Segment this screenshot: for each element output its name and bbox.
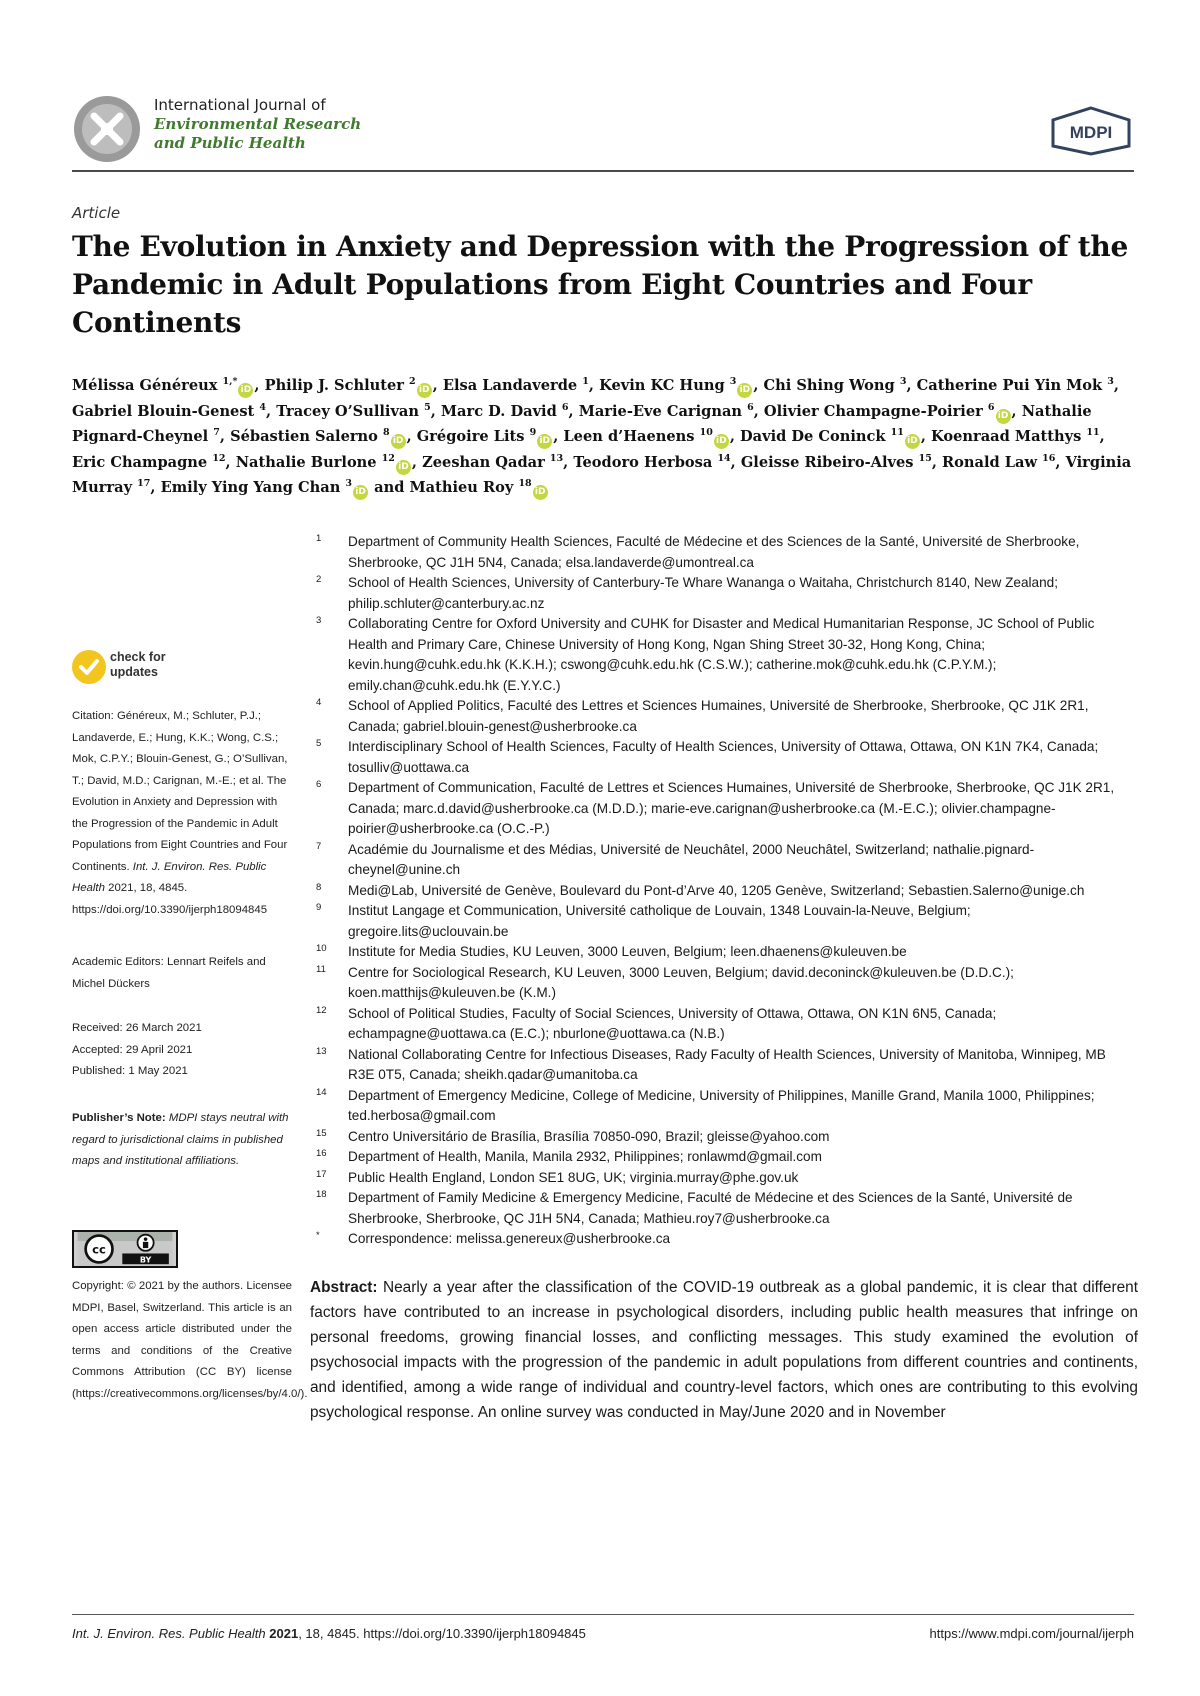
author-name: Olivier Champagne-Poirier (763, 402, 983, 420)
affiliation-text: Centro Universitário de Brasília, Brasília 70850-090, Brazil; gleisse@yahoo.com (348, 1128, 830, 1144)
author-name: Tracey O’Sullivan (276, 402, 419, 420)
orcid-icon[interactable]: iD (996, 409, 1011, 424)
affiliation-number: 2 (316, 574, 322, 585)
article-type: Article (72, 204, 121, 222)
author-item (265, 377, 433, 394)
affiliation-number: 15 (316, 1127, 327, 1139)
affiliation-number: 18 (316, 1189, 327, 1200)
affiliation-number: 7 (316, 840, 322, 852)
abstract-label: Abstract: (310, 1279, 378, 1296)
check-for-updates-badge[interactable] (72, 648, 192, 688)
author-name: Nathalie Pignard-Cheynel (72, 402, 1092, 445)
article-title: The Evolution in Anxiety and Depression with the Progression of the Pandemic in Adult Populations from Eight Countries and Four Continents (72, 230, 1129, 339)
author-affiliation-mark: 3 (899, 376, 907, 387)
author-affiliation-mark: 5 (424, 401, 431, 413)
author-item (417, 428, 553, 445)
check-updates-line1: check for (110, 650, 166, 664)
author-item (579, 403, 754, 420)
academic-editors: Academic Editors: Lennart Reifels and Michel Dückers (72, 956, 266, 990)
author-affiliation-mark: 14 (717, 452, 731, 464)
affiliation-item (310, 901, 1140, 942)
affiliation-number: * (316, 1230, 320, 1241)
journal-name-line3: and Public Health (154, 134, 306, 152)
author-item (563, 428, 729, 445)
citation-journal: Int. J. Environ. Res. Public Health (72, 860, 267, 894)
author-name: Kevin KC Hung (599, 377, 725, 394)
check-updates-icon (72, 650, 106, 684)
author-affiliation-mark: 17 (137, 478, 151, 489)
author-name: Zeeshan Qadar (422, 453, 545, 471)
affiliation-number: 17 (316, 1168, 327, 1180)
abstract-text: Nearly a year after the classification of the COVID-19 outbreak as a global pandemic, it is clear that different factors have contributed to an increase in psychological disorders, including public health measures that infringe on personal freedoms, growing financial losses, and conflicting messages. This study examined the evolution of psychosocial impacts with the progression of the pandemic in adult populations from different countries and continents, and identified, among a wide range of individual and country-level factors, which ones are contributing to this evolving psychological response. An online survey was conducted in May/June 2020 and in November (310, 1279, 1138, 1421)
affiliation-item (310, 532, 1140, 573)
author-name: Elsa Landaverde (442, 377, 578, 394)
affiliation-item (310, 840, 1140, 881)
author-affiliation-mark: 6 (561, 401, 569, 413)
author-affiliation-mark: 18 (518, 478, 532, 489)
author-item (942, 454, 1055, 471)
affiliation-text: Department of Emergency Medicine, College of Medicine, University of Philippines, Manille Grand, Manila 1000, Philippines; ted.herbosa@gmail.com (348, 1087, 1095, 1123)
author-item (276, 403, 431, 420)
author-affiliation-mark: 6 (747, 401, 754, 413)
affiliation-item (310, 942, 1140, 963)
journal-logo-icon (72, 92, 142, 166)
affiliation-item (310, 1168, 1140, 1189)
affiliation-item (310, 778, 1140, 840)
affiliation-number: 12 (316, 1004, 327, 1016)
affiliation-text: Institute for Media Studies, KU Leuven, 3000 Leuven, Belgium; leen.dhaenens@kuleuven.be (348, 944, 907, 959)
author-affiliation-mark: 3 (729, 376, 737, 387)
author-item (72, 377, 254, 394)
affiliation-text: Interdisciplinary School of Health Sciences, Faculty of Health Sciences, University of Ottawa, Ottawa, ON K1N 7K4, Canada; tosulliv@uottawa.ca (348, 739, 1099, 775)
affiliation-item (310, 1229, 1140, 1250)
author-item (764, 377, 907, 394)
affiliation-text: Correspondence: melissa.genereux@usherbrooke.ca (348, 1231, 671, 1246)
journal-name-line1: International Journal of (154, 96, 326, 114)
author-item (573, 454, 730, 471)
mdpi-logo-icon (1050, 106, 1132, 156)
author-name: Eric Champagne (72, 453, 208, 471)
affiliation-item (310, 573, 1140, 614)
orcid-icon[interactable]: iD (353, 485, 368, 500)
author-name: Koenraad Matthys (931, 428, 1082, 445)
author-item (740, 428, 921, 445)
copyright-notice: Copyright: © 2021 by the authors. Licensee MDPI, Basel, Switzerland. This article is an open access article distributed under the terms and conditions of the Creative Commons Attribution (CC BY) license (https://creativecommons.org/licenses/by/4.0/). (72, 1280, 308, 1400)
affiliation-item (310, 737, 1140, 778)
received-date: Received: 26 March 2021 (72, 1022, 202, 1034)
orcid-icon[interactable]: iD (537, 434, 552, 449)
author-joiner: and (374, 479, 405, 496)
published-date: Published: 1 May 2021 (72, 1065, 188, 1077)
author-name: Teodoro Herbosa (573, 453, 713, 471)
author-affiliation-mark: 11 (890, 427, 904, 438)
author-item (161, 479, 369, 496)
cc-text: cc (92, 1242, 106, 1257)
citation-block (72, 706, 292, 921)
affiliation-text: Centre for Sociological Research, KU Leuven, 3000 Leuven, Belgium; david.deconinck@kuleuven.be (D.D.C.); koen.matthijs@kuleuven.be (K.M.) (348, 964, 1014, 1000)
publisher-note-label: Publisher’s Note: (72, 1112, 166, 1124)
author-affiliation-mark: 16 (1042, 452, 1056, 464)
affiliation-item (310, 1147, 1140, 1168)
footer-rest[interactable]: , 18, 4845. https://doi.org/10.3390/ijerph18094845 (298, 1626, 586, 1641)
author-affiliation-mark: 9 (529, 427, 537, 438)
author-affiliation-mark: 1 (582, 376, 589, 387)
author-name: Catherine Pui Yin Mok (916, 377, 1103, 394)
affiliation-number: 14 (316, 1086, 327, 1098)
author-name: Nathalie Burlone (235, 453, 377, 471)
affiliation-number: 1 (316, 533, 322, 544)
orcid-icon[interactable]: iD (533, 485, 548, 500)
affiliation-number: 9 (316, 902, 322, 913)
journal-name-line2: Environmental Research (154, 115, 362, 133)
affiliation-number: 10 (316, 943, 327, 954)
author-item (441, 403, 569, 420)
footer-citation (72, 1626, 586, 1641)
author-affiliation-mark: 3 (1107, 376, 1114, 387)
author-name: Leen d’Haenens (563, 428, 695, 445)
author-name: Gabriel Blouin-Genest (72, 402, 255, 420)
orcid-icon[interactable]: iD (737, 383, 752, 398)
affiliation-number: 8 (316, 881, 322, 893)
affiliation-item (310, 614, 1140, 696)
header-rule (72, 170, 1134, 172)
orcid-icon[interactable]: iD (905, 434, 920, 449)
affiliation-text: Medi@Lab, Université de Genève, Boulevard du Pont-d’Arve 40, 1205 Genève, Switzerland; Sebastien.Salerno@unige.ch (348, 882, 1085, 898)
author-name: Marie-Eve Carignan (578, 402, 743, 420)
abstract (310, 1275, 1138, 1425)
affiliation-text: School of Health Sciences, University of Canterbury-Te Whare Wananga o Waitaha, Christchurch 8140, New Zealand; philip.schluter@canterbury.ac.nz (348, 575, 1058, 611)
publisher-note (72, 1108, 292, 1173)
author-item (410, 479, 549, 496)
author-item (931, 428, 1100, 445)
affiliation-number: 16 (316, 1148, 327, 1159)
affiliation-list (310, 532, 1140, 1250)
citation-prefix: Citation: Généreux, M.; Schluter, P.J.; Landaverde, E.; Hung, K.K.; Wong, C.S.; Mok, C.P.Y.; Blouin-Genest, G.; O’Sullivan, T.; David, M.D.; Carignan, M.-E.; et al. The Evolution in Anxiety and Depression with the Progression of the Pandemic in Adult Populations from Eight Countries and Four Continents. (72, 710, 288, 873)
affiliation-item (310, 1188, 1140, 1229)
author-item (599, 377, 753, 394)
author-affiliation-mark: 3 (345, 478, 353, 489)
journal-header (72, 92, 1134, 172)
footer-rule (72, 1614, 1134, 1615)
author-affiliation-mark: 1,* (222, 376, 238, 387)
affiliation-number: 5 (316, 738, 322, 749)
accepted-date: Accepted: 29 April 2021 (72, 1043, 193, 1056)
orcid-icon[interactable]: iD (714, 434, 729, 449)
author-name: Emily Ying Yang Chan (160, 479, 341, 496)
author-affiliation-mark: 8 (382, 427, 390, 438)
author-affiliation-mark: 10 (699, 427, 713, 438)
author-name: Ronald Law (942, 453, 1038, 471)
author-affiliation-mark: 4 (259, 401, 267, 413)
footer-journal: Int. J. Environ. Res. Public Health (72, 1626, 266, 1641)
author-affiliation-mark: 13 (549, 452, 564, 464)
affiliation-text: School of Political Studies, Faculty of Social Sciences, University of Ottawa, Ottawa, ON K1N 6N5, Canada; echampagne@uottawa.ca (E.C.); nburlone@uottawa.ca (N.B.) (348, 1005, 997, 1041)
affiliation-item (310, 1127, 1140, 1148)
author-affiliation-mark: 2 (409, 376, 416, 387)
affiliation-text: Collaborating Centre for Oxford University and CUHK for Disaster and Medical Humanitarian Response, JC School of Public Health and Primary Care, Chinese University of Hong Kong, Ngan Shing Street 30-32, Hong Kong, China; kevin.hung@cuhk.edu.hk (K.K.H.); cswong@cuhk.edu.hk (C.S.W.); catherine.mok@cuhk.edu.hk (C.P.Y.M.); emily.chan@cuhk.edu.hk (E.Y.Y.C.) (348, 616, 1095, 693)
publication-dates (72, 1018, 292, 1083)
affiliation-text: Department of Health, Manila, Manila 2932, Philippines; ronlawmd@gmail.com (348, 1149, 822, 1164)
footer-journal-url[interactable]: https://www.mdpi.com/journal/ijerph (929, 1626, 1134, 1641)
affiliation-text: Public Health England, London SE1 8UG, UK; virginia.murray@phe.gov.uk (348, 1169, 799, 1185)
affiliation-text: School of Applied Politics, Faculté des Lettres et Sciences Humaines, Université de Sherbrooke, Sherbrooke, QC J1K 2R1, Canada; gabriel.blouin-genest@usherbrooke.ca (348, 698, 1089, 734)
orcid-icon[interactable]: iD (238, 383, 253, 398)
check-updates-line2: updates (110, 665, 158, 679)
author-item (443, 377, 589, 394)
author-item (917, 377, 1114, 394)
author-name: Philip J. Schluter (264, 377, 404, 394)
author-name: Sébastien Salerno (230, 428, 378, 445)
publisher-note-text: MDPI stays neutral with regard to jurisdictional claims in published maps and institutional affiliations. (72, 1112, 289, 1167)
affiliation-item (310, 1004, 1140, 1045)
affiliation-text: National Collaborating Centre for Infectious Diseases, Rady Faculty of Health Sciences, University of Manitoba, Winnipeg, MB R3E 0T5, Canada; sheikh.qadar@umanitoba.ca (348, 1046, 1106, 1082)
orcid-icon[interactable]: iD (417, 383, 432, 398)
affiliation-item (310, 696, 1140, 737)
author-name: Gleisse Ribeiro-Alves (740, 453, 914, 471)
author-name: Mathieu Roy (409, 479, 514, 496)
orcid-icon[interactable]: iD (396, 460, 411, 475)
affiliation-number: 6 (316, 779, 322, 790)
cc-by-text: BY (139, 1255, 152, 1265)
affiliation-number: 4 (316, 697, 322, 708)
author-name: Chi Shing Wong (763, 377, 895, 394)
author-affiliation-mark: 12 (381, 452, 395, 464)
author-item (236, 454, 412, 471)
author-affiliation-mark: 7 (213, 427, 220, 438)
author-item (230, 428, 407, 445)
journal-name (154, 96, 361, 153)
author-item (72, 403, 266, 420)
affiliation-text: Department of Community Health Sciences, Faculté de Médecine et des Sciences de la Santé, Université de Sherbrooke, Sherbrooke, QC J1H 5N4, Canada; elsa.landaverde@umontreal.ca (348, 534, 1080, 570)
check-updates-label (110, 650, 166, 680)
footer-year: 2021 (269, 1626, 299, 1641)
mdpi-logo-text: MDPI (1069, 123, 1113, 142)
cc-by-license-icon[interactable] (72, 1230, 178, 1268)
author-item (422, 454, 563, 471)
author-name: Virginia Murray (72, 453, 1132, 496)
affiliation-item (310, 1045, 1140, 1086)
affiliation-item (310, 1086, 1140, 1127)
affiliation-text: Institut Langage et Communication, Université catholique de Louvain, 1348 Louvain-la-Neuve, Belgium; gregoire.lits@uclouvain.be (348, 903, 971, 939)
orcid-icon[interactable]: iD (391, 434, 406, 449)
author-affiliation-mark: 15 (918, 452, 932, 464)
affiliation-item (310, 963, 1140, 1004)
citation-suffix[interactable]: 2021, 18, 4845. https://doi.org/10.3390/ijerph18094845 (72, 882, 268, 916)
author-item (764, 403, 1012, 420)
author-affiliation-mark: 12 (212, 452, 226, 464)
author-name: Marc D. David (440, 402, 557, 420)
author-name: Mélissa Généreux (72, 377, 218, 394)
affiliation-text: Department of Family Medicine & Emergency Medicine, Faculté de Médecine et des Sciences de la Santé, Université de Sherbrooke, Sherbrooke, QC J1H 5N4, Canada; Mathieu.roy7@usherbrooke.ca (348, 1190, 1073, 1226)
affiliation-number: 11 (316, 963, 326, 975)
affiliation-text: Department of Communication, Faculté de Lettres et Sciences Humaines, Université de Sherbrooke, Sherbrooke, QC J1K 2R1, Canada; marc.d.david@usherbrooke.ca (M.D.D.); marie-eve.carignan@usherbrooke.ca (M.-E.C.); olivier.champagne-poirier@usherbrooke.ca (O.C.-P.) (348, 780, 1115, 836)
author-item (741, 454, 932, 471)
affiliation-number: 13 (316, 1045, 327, 1057)
affiliation-text: Académie du Journalisme et des Médias, Université de Neuchâtel, 2000 Neuchâtel, Switzerland; nathalie.pignard-cheynel@unine.ch (348, 841, 1035, 877)
author-name: David De Coninck (739, 428, 886, 445)
author-affiliation-mark: 11 (1086, 427, 1100, 438)
author-affiliation-mark: 6 (987, 401, 995, 413)
affiliation-item (310, 881, 1140, 902)
affiliation-number: 3 (316, 615, 322, 626)
author-name: Grégoire Lits (416, 428, 525, 445)
author-list: Mélissa Généreux $^{1,*}$iD , Philip J. Schluter $^2$iD , Elsa Landaverde $^1$, Kevin KC Hung $^3$iD , Chi Shing Wong $^3$, Catherine Pui Yin Mok $^3$, Gabriel Blouin-Genest $^4$, Tracey O’Sullivan $^5$, Marc D. David $^6$, Marie-Eve Carignan $^6$, Olivier Champagne-Poirier $^6$iD , Nathalie Pignard-Cheynel $^7$, Sébastien Salerno $^8$iD , Grégoire Lits $^9$iD , Leen d’Haenens $^{10}$iD , David De Coninck $^{11}$iD , Koenraad Matthys $^{11}$, Eric Champagne $^{12}$, Nathalie Burlone $^{12}$iD , Zeeshan Qadar $^{13}$, Teodoro Herbosa $^{14}$, Gleisse Ribeiro-Alves $^{15}$, Ronald Law $^{16}$, Virginia Murray $^{17}$, Emily Ying Yang Chan $^3$iD and Mathieu Roy $^{18}$iD (72, 373, 1134, 501)
author-item (72, 454, 226, 471)
